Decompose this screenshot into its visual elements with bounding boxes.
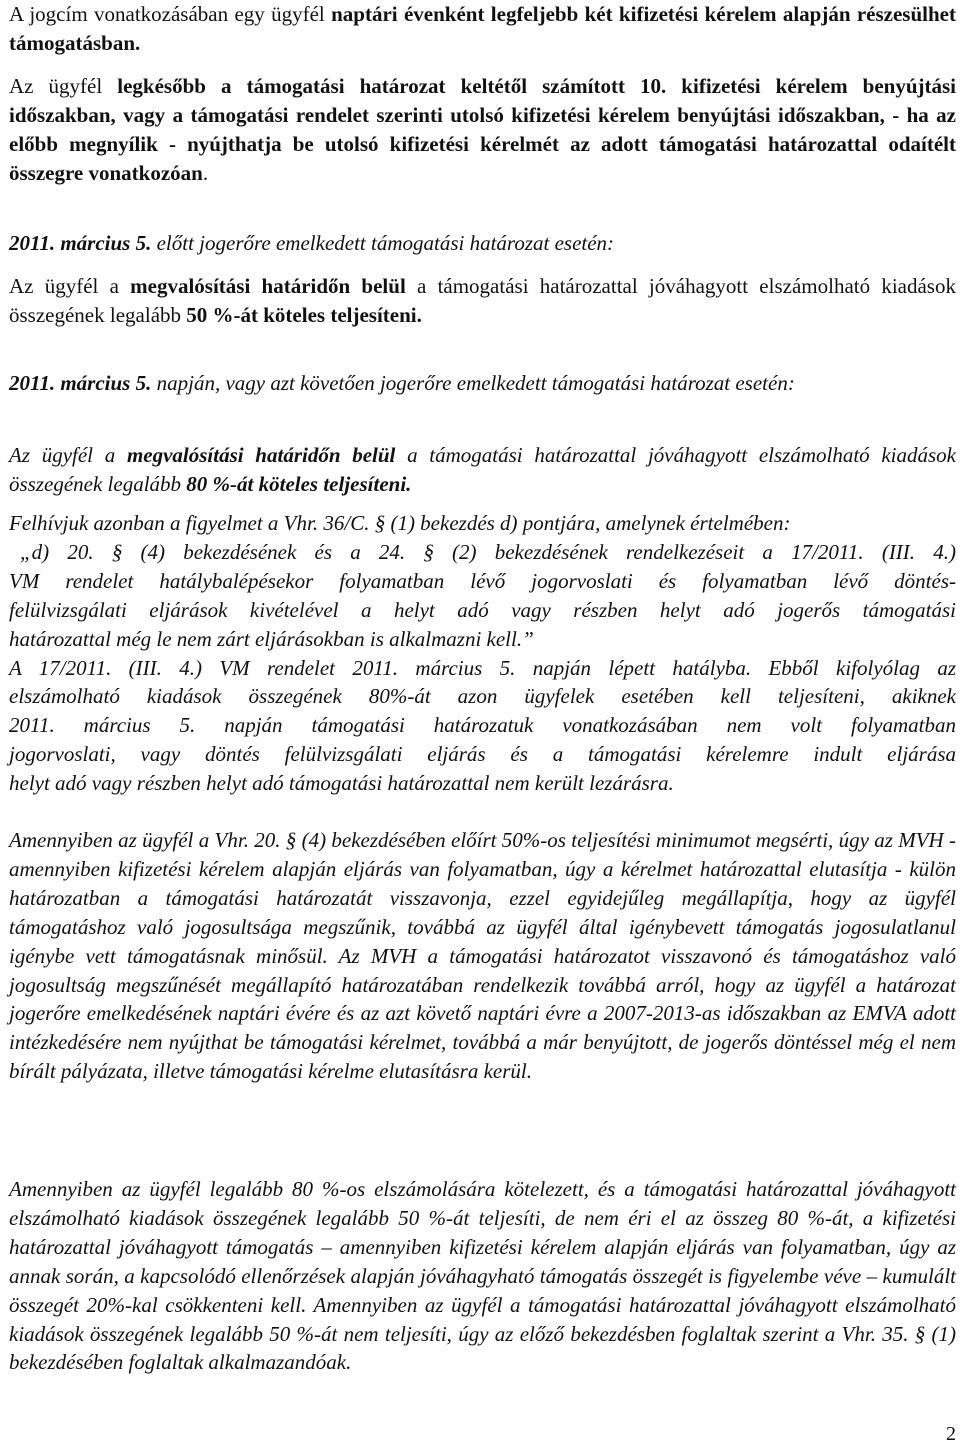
heading-text: napján, vagy azt követően jogerőre emelkedett támogatási határozat esetén: [156, 371, 795, 395]
paragraph-text: a támogatási határozattal jóváhagyott elszámolható kiadások összegének legalább [9, 443, 957, 496]
text-line: A 17/2011. (III. 4.) VM rendelet 2011. március 5. napján lépett hatályba. Ebből kifolyólag az [9, 655, 956, 680]
paragraph-last-claim-deadline [9, 72, 956, 188]
paragraph-vhr-reference [9, 509, 956, 798]
text-line: elszámolható kiadások összegének 80%-át azon ügyfelek esetében kell teljesíteni, akiknek [9, 684, 956, 709]
heading-date: 2011. március 5. [9, 231, 157, 255]
text-line: helyt adó vagy részben helyt adó támogatási határozattal nem került lezárásra. [9, 771, 674, 796]
emphasis-text: megvalósítási határidőn belül [130, 274, 406, 298]
paragraph-50-percent-rule [9, 272, 956, 330]
emphasis-text: 80 %-át köteles teljesíteni. [186, 471, 412, 496]
section-heading-after-date [9, 369, 956, 398]
paragraph-text: a támogatási határozattal jóváhagyott elszámolható kiadások összegének legalább [9, 274, 956, 327]
text-line: „d) 20. § (4) bekezdésének és a 24. § (2) bekezdésének rendelkezéseit a 17/2011. (III. 4.) [20, 539, 956, 564]
text-line: 2011. március 5. napján támogatási határozatuk vonatkozásában nem volt folyamatban [9, 713, 956, 738]
emphasis-text: legkésőbb a támogatási határozat keltétől számított 10. kifizetési kérelem benyújtási időszakban, vagy a támogatási rendelet szerinti utolsó kifizetési kérelem benyújtási időszakban, - ha az előbb megnyílik - nyújthatja be utolsó kifizetési kérelmét az adott támogatási határozattal odaítélt összegre vonatkozóan [9, 74, 956, 185]
text-line: felülvizsgálati eljárások kivételével a helyt adó vagy részben helyt adó jogerős támogatási [9, 597, 956, 622]
paragraph-text: Az ügyfél a [9, 443, 127, 467]
text-line: VM rendelet hatálybalépésekor folyamatban lévő jogorvoslati és folyamatban lévő döntés- [9, 568, 956, 593]
paragraph-text: Az ügyfél a [9, 274, 131, 298]
text-line: határozattal még le nem zárt eljárásokban is alkalmazni kell.” [9, 626, 534, 651]
paragraph-text: Amennyiben az ügyfél legalább 80 %-os elszámolására kötelezett, és a támogatási határozattal jóváhagyott elszámolható kiadások összegének legalább 50 %-át teljesíti, de nem éri el az összeg 80 %-át, a kifizetési határozattal jóváhagyott támogatás – amennyiben kifizetési kérelem alapján eljárás van folyamatban, úgy az annak során, a kapcsolódó ellenőrzések alapján jóváhagyható támogatás összegét is figyelembe véve – kumulált összegét 20%-kal csökkenteni kell. Amennyiben az ügyfél a támogatási határozattal jóváhagyott elszámolható kiadások összegének legalább 50 %-át nem teljesíti, úgy az előző bekezdésben foglaltak szerint a Vhr. 35. § (1) bekezdésében foglaltak alkalmazandóak. [9, 1177, 956, 1375]
emphasis-text: 50 %-át köteles teljesíteni. [186, 302, 422, 327]
page-number: 2 [946, 1423, 956, 1445]
emphasis-text: naptári évenként legfeljebb két kifizetési kérelem alapján részesülhet támogatásban. [9, 2, 956, 55]
text-line: jogorvoslati, vagy döntés felülvizsgálati eljárás és a támogatási kérelemre indult eljárása [9, 742, 956, 767]
text-line: Felhívjuk azonban a figyelmet a Vhr. 36/C. § (1) bekezdés d) pontjára, amelynek értelmében: [9, 511, 791, 535]
paragraph-80-percent-rule [9, 441, 956, 499]
paragraph-text: A jogcím vonatkozásában egy ügyfél [9, 2, 332, 26]
paragraph-text: Az ügyfél [9, 74, 118, 98]
paragraph-80-percent-shortfall [9, 1175, 956, 1377]
paragraph-jogcim-limit [9, 0, 956, 58]
paragraph-text: Amennyiben az ügyfél a Vhr. 20. § (4) bekezdésében előírt 50%-os teljesítési minimumot megsérti, úgy az MVH - amennyiben kifizetési kérelem alapján eljárás van folyamatban, úgy a kérelmet határozattal elutasítja - külön határozatban a támogatási határozatát visszavonja, ezzel egyidejűleg megállapítja, hogy az ügyfél támogatáshoz való jogosultsága megszűnik, továbbá az ügyfél által igénybevett támogatás jogosulatlanul igénybe vett támogatásnak minősül. Az MVH a támogatási határozatot visszavonó és támogatáshoz való jogosultság megszűnését megállapító határozatában rendelkezik továbbá arról, hogy az ügyfél a határozat jogerőre emelkedésének naptári évére és az azt követő naptári évre a 2007-2013-as időszakban az EMVA adott intézkedésére nem nyújthat be támogatási kérelmet, továbbá a már benyújtott, de jogerős döntéssel még el nem bírált pályázata, illetve támogatási kérelme elutasításra kerül. [9, 828, 956, 1084]
paragraph-50-percent-violation [9, 826, 956, 1086]
emphasis-text: megvalósítási határidőn belül [126, 443, 396, 467]
heading-date: 2011. március 5. [9, 371, 157, 395]
section-heading-before-date [9, 229, 956, 258]
heading-text: előtt jogerőre emelkedett támogatási határozat esetén: [156, 231, 615, 255]
paragraph-text: . [202, 160, 209, 185]
